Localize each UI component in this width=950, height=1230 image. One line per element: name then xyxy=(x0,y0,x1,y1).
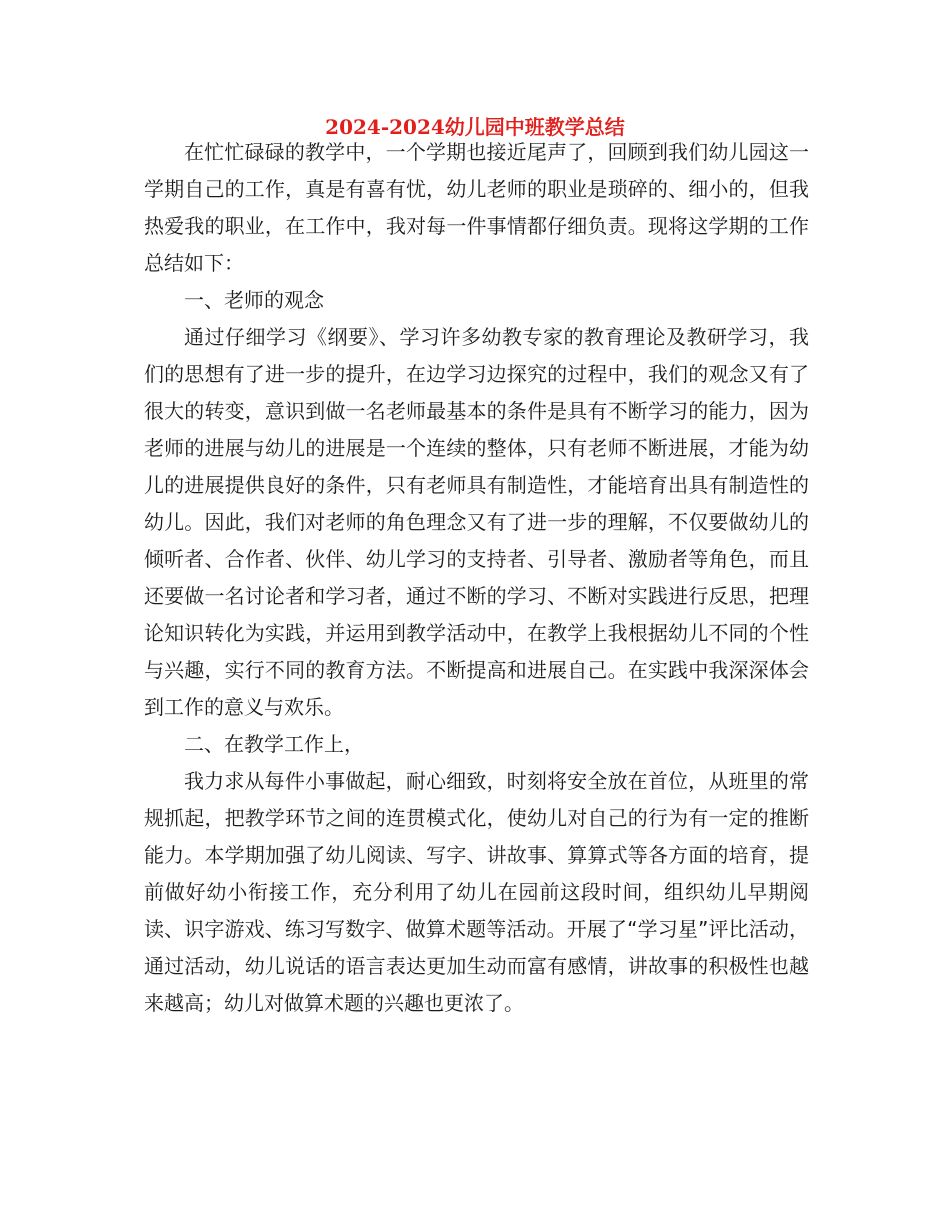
section-1-heading: 一、老师的观念 xyxy=(184,288,324,312)
document-title: 2024-2024幼儿园中班教学总结 xyxy=(325,115,625,139)
document-body xyxy=(144,134,809,1022)
intro-paragraph: 在忙忙碌碌的教学中，一个学期也接近尾声了，回顾到我们幼儿园这一学期自己的工作，真是有喜有忧，幼儿老师的职业是琐碎的、细小的，但我热爱我的职业，在工作中，我对每一件事情都仔细负责。现将这学期的工作总结如下： xyxy=(144,140,809,275)
section-2-paragraph: 我力求从每件小事做起，耐心细致，时刻将安全放在首位，从班里的常规抓起，把教学环节之间的连贯模式化，使幼儿对自己的行为有一定的推断能力。本学期加强了幼儿阅读、写字、讲故事、算算式等各方面的培育，提前做好幼小衔接工作，充分利用了幼儿在园前这段时间，组织幼儿早期阅读、识字游戏、练习写数字、做算术题等活动。开展了“学习星”评比活动，通过活动，幼儿说话的语言表达更加生动而富有感情，讲故事的积极性也越来越高；幼儿对做算术题的兴趣也更浓了。 xyxy=(144,769,809,1015)
section-1-paragraph: 通过仔细学习《纲要》、学习许多幼教专家的教育理论及教研学习，我们的思想有了进一步的提升，在边学习边探究的过程中，我们的观念又有了很大的转变，意识到做一名老师最基本的条件是具有不断学习的能力，因为老师的进展与幼儿的进展是一个连续的整体，只有老师不断进展，才能为幼儿的进展提供良好的条件，只有老师具有制造性，才能培育出具有制造性的幼儿。因此，我们对老师的角色理念又有了进一步的理解，不仅要做幼儿的倾听者、合作者、伙伴、幼儿学习的支持者、引导者、激励者等角色，而且还要做一名讨论者和学习者，通过不断的学习、不断对实践进行反思，把理论知识转化为实践，并运用到教学活动中，在教学上我根据幼儿不同的个性与兴趣，实行不同的教育方法。不断提高和进展自己。在实践中我深深体会到工作的意义与欢乐。 xyxy=(144,325,809,719)
section-2-heading: 二、在教学工作上， xyxy=(184,732,364,756)
